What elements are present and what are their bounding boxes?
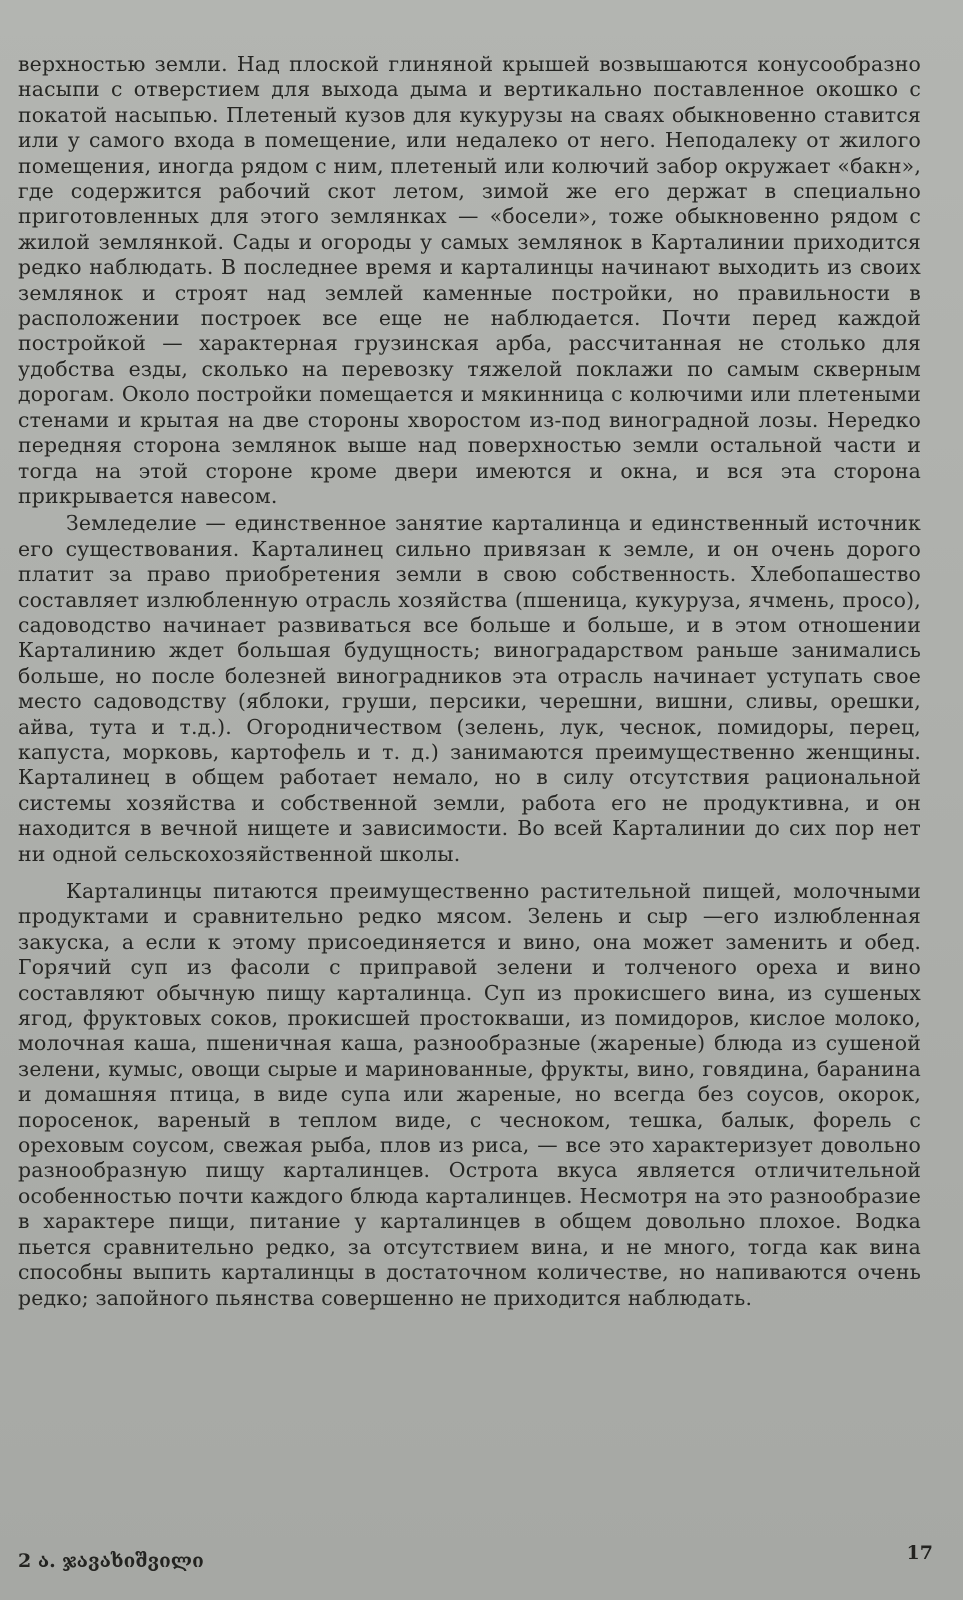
page-number: 17 — [906, 1542, 933, 1564]
paragraph-dwellings: верхностью земли. Над плоской глиняной крышей возвышаются конусообразно насыпи с отверстием для выхода дыма и вертикально поставленное окошко с покатой насыпью. Плетеный кузов для кукурузы на сваях обыкновенно ставится или у самого входа в помещение, или недалеко от него. Неподалеку от жилого помещения, иногда рядом с ним, плетеный или колючий забор окружает «бакн», где содержится рабочий скот летом, зимой же его держат в специально приготовленных для этого землянках — «босели», тоже обыкновенно рядом с жилой землянкой. Сады и огороды у самых землянок в Карталинии приходится редко наблюдать. В последнее время и карталинцы начинают выходить из своих землянок и строят над землей каменные постройки, но правильности в расположении построек все еще не наблюдается. Почти перед каждой постройкой — характерная грузинская арба, рассчитанная не столько для удобства езды, сколько на перевозку тяжелой поклажи по самым скверным дорогам. Около постройки помещается и мякинница с колючими или плетеными стенами и крытая на две стороны хворостом из-под виноградной лозы. Нередко передняя сторона землянок выше над поверхностью земли остальной части и тогда на этой стороне кроме двери имеются и окна, и вся эта сторона прикрывается навесом. — [18, 52, 921, 508]
paragraph-food: Карталинцы питаются преимущественно растительной пищей, молочными продуктами и сравнительно редко мясом. Зелень и сыр —его излюбленная закуска, а если к этому присоединяется и вино, она может заменить и обед. Горячий суп из фасоли с приправой зелени и толченого ореха и вино составляют обычную пищу карталинца. Суп из прокисшего вина, из сушеных ягод, фруктовых соков, прокисшей простокваши, из помидоров, кислое молоко, молочная каша, пшеничная каша, разнообразные (жареные) блюда из сушеной зелени, кумыс, овощи сырые и маринованные, фрукты, вино, говядина, баранина и домашняя птица, в виде супа или жареные, но всегда без соусов, окорок, поросенок, вареный в теплом виде, с чесноком, тешка, балык, форель с ореховым соусом, свежая рыба, плов из риса, — все это характеризует довольно разнообразную пищу карталинцев. Острота вкуса является отличительной особенностью почти каждого блюда карталинцев. Несмотря на это разнообразие в характере пищи, питание у карталинцев в общем довольно плохое. Водка пьется сравнительно редко, за отсутствием вина, и не много, тогда как вина способны выпить карталинцы в достаточном количестве, но напиваются очень редко; запойного пьянства совершенно не приходится наблюдать. — [18, 879, 921, 1310]
paragraph-agriculture: Земледелие — единственное занятие карталинца и единственный источник его существования. Карталинец сильно привязан к земле, и он очень дорого платит за право приобретения земли в свою собственность. Хлебопашество составляет излюбленную отрасль хозяйства (пшеница, кукуруза, ячмень, просо), садоводство начинает развиваться все больше и больше, и в этом отношении Карталинию ждет большая будущность; виноградарством раньше занимались больше, но после болезней виноградников эта отрасль начинает уступать свое место садоводству (яблоки, груши, персики, черешни, вишни, сливы, орешки, айва, тута и т.д.). Огородничеством (зелень, лук, чеснок, помидоры, перец, капуста, морковь, картофель и т. д.) занимаются преимущественно женщины. Карталинец в общем работает немало, но в силу отсутствия рациональной системы хозяйства и собственной земли, работа его не продуктивна, и он находится в вечной нищете и зависимости. Во всей Карталинии до сих пор нет ни одной сельскохозяйственной школы. — [18, 511, 921, 866]
printer-signature: 2 ა. ჯავახიშვილი — [18, 1550, 204, 1572]
page-body — [18, 52, 921, 1311]
page-footer — [18, 1542, 933, 1580]
